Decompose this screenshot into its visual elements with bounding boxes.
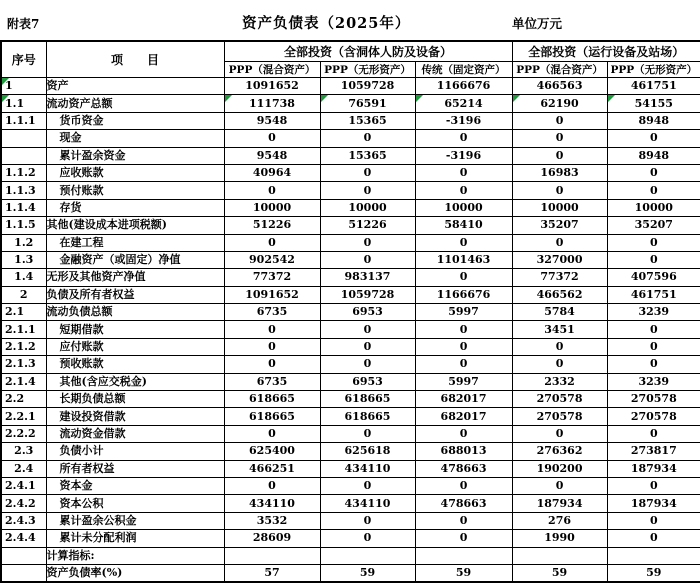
value-cell[interactable]: 10000 xyxy=(320,199,415,216)
value-cell[interactable]: 0 xyxy=(607,164,700,181)
balance-sheet-table xyxy=(0,40,700,583)
value-cell[interactable]: 0 xyxy=(512,338,607,355)
value-cell[interactable]: 466251 xyxy=(224,460,320,477)
item-cell[interactable]: 其他(含应交税金) xyxy=(46,373,224,390)
table-row xyxy=(1,217,700,234)
unit-label: 单位万元 xyxy=(512,16,563,31)
value-cell[interactable]: 0 xyxy=(512,234,607,251)
value-cell[interactable]: 0 xyxy=(607,512,700,529)
item-cell[interactable]: 在建工程 xyxy=(46,234,224,251)
table-row xyxy=(1,373,700,390)
item-cell[interactable]: 金融资产（或固定）净值 xyxy=(46,251,224,268)
value-cell[interactable]: 5784 xyxy=(512,304,607,321)
table-row xyxy=(1,234,700,251)
table-row xyxy=(1,512,700,529)
error-indicator-icon xyxy=(2,78,9,85)
table-body xyxy=(1,78,700,583)
value-cell[interactable]: 0 xyxy=(224,182,320,199)
item-cell[interactable]: 流动资产总额 xyxy=(46,95,224,112)
value-cell[interactable]: 58410 xyxy=(415,217,512,234)
value-cell[interactable]: 6735 xyxy=(224,373,320,390)
value-cell[interactable]: 65214 xyxy=(415,95,512,112)
seq-cell[interactable]: 2.4.3 xyxy=(1,512,46,529)
value-cell[interactable]: 0 xyxy=(224,477,320,494)
value-cell[interactable]: 688013 xyxy=(415,443,512,460)
value-cell[interactable]: 0 xyxy=(415,234,512,251)
value-cell[interactable]: 0 xyxy=(224,356,320,373)
header-seq[interactable]: 序号 xyxy=(1,41,46,78)
seq-cell[interactable] xyxy=(1,130,46,147)
value-cell[interactable]: 6735 xyxy=(224,304,320,321)
table-row xyxy=(1,547,700,564)
table-row xyxy=(1,460,700,477)
value-cell[interactable]: 1059728 xyxy=(320,286,415,303)
seq-cell[interactable] xyxy=(1,564,46,582)
table-row xyxy=(1,130,700,147)
value-cell[interactable]: 0 xyxy=(415,356,512,373)
item-cell[interactable]: 累计盈余公积金 xyxy=(46,512,224,529)
value-cell[interactable]: 902542 xyxy=(224,251,320,268)
error-indicator-icon xyxy=(321,95,328,102)
value-cell[interactable]: 9548 xyxy=(224,147,320,164)
item-cell[interactable]: 其他(建设成本进项税额) xyxy=(46,217,224,234)
value-cell[interactable]: 0 xyxy=(320,477,415,494)
value-cell[interactable]: 59 xyxy=(607,564,700,582)
value-cell[interactable]: 0 xyxy=(415,164,512,181)
value-cell[interactable]: 618665 xyxy=(320,408,415,425)
value-cell[interactable] xyxy=(320,547,415,564)
table-row xyxy=(1,495,700,512)
seq-cell[interactable]: 1.1.5 xyxy=(1,217,46,234)
seq-cell[interactable]: 1.1.2 xyxy=(1,164,46,181)
value-cell[interactable]: 0 xyxy=(224,130,320,147)
value-cell[interactable]: 466563 xyxy=(512,78,607,95)
table-row xyxy=(1,304,700,321)
value-cell[interactable]: 1166676 xyxy=(415,78,512,95)
value-cell[interactable]: 0 xyxy=(607,130,700,147)
table-row xyxy=(1,78,700,95)
value-cell[interactable]: 57 xyxy=(224,564,320,582)
table-row xyxy=(1,269,700,286)
value-cell[interactable]: 0 xyxy=(512,112,607,129)
value-cell[interactable]: 0 xyxy=(512,130,607,147)
value-cell[interactable]: 0 xyxy=(320,251,415,268)
value-cell[interactable]: 0 xyxy=(607,356,700,373)
error-indicator-icon xyxy=(513,95,520,102)
table-row xyxy=(1,391,700,408)
value-cell[interactable]: 618665 xyxy=(224,408,320,425)
item-cell[interactable]: 现金 xyxy=(46,130,224,147)
error-indicator-icon xyxy=(225,95,232,102)
seq-cell[interactable]: 1.1.3 xyxy=(1,182,46,199)
value-cell[interactable]: 0 xyxy=(607,338,700,355)
value-cell[interactable]: 54155 xyxy=(607,95,700,112)
value-cell[interactable]: 0 xyxy=(415,338,512,355)
value-cell[interactable]: 3451 xyxy=(512,321,607,338)
seq-cell[interactable]: 1.2 xyxy=(1,234,46,251)
value-cell[interactable]: 40964 xyxy=(224,164,320,181)
value-cell[interactable]: -3196 xyxy=(415,112,512,129)
value-cell[interactable]: 2332 xyxy=(512,373,607,390)
value-cell[interactable]: 187934 xyxy=(512,495,607,512)
item-cell[interactable]: 预付账款 xyxy=(46,182,224,199)
value-cell[interactable]: 15365 xyxy=(320,112,415,129)
value-cell[interactable]: 59 xyxy=(320,564,415,582)
header-item[interactable]: 项 目 xyxy=(46,41,224,78)
value-cell[interactable] xyxy=(224,547,320,564)
error-indicator-icon xyxy=(2,95,9,102)
value-cell[interactable]: 62190 xyxy=(512,95,607,112)
sheet-label: 附表7 xyxy=(7,17,40,31)
value-cell[interactable]: 35207 xyxy=(512,217,607,234)
value-cell[interactable]: 6953 xyxy=(320,373,415,390)
item-cell[interactable]: 资产负债率(%) xyxy=(46,564,224,582)
value-cell[interactable]: 0 xyxy=(512,147,607,164)
value-cell[interactable]: 0 xyxy=(320,321,415,338)
header-sub-3[interactable]: 传统（固定资产） xyxy=(415,62,512,78)
seq-cell[interactable]: 2.3 xyxy=(1,443,46,460)
value-cell[interactable]: 434110 xyxy=(224,495,320,512)
seq-cell[interactable]: 2.2.2 xyxy=(1,425,46,442)
value-cell[interactable]: 76591 xyxy=(320,95,415,112)
item-cell[interactable]: 资产 xyxy=(46,78,224,95)
value-cell[interactable]: 16983 xyxy=(512,164,607,181)
value-cell[interactable]: 0 xyxy=(320,512,415,529)
seq-cell[interactable]: 1 xyxy=(1,78,46,95)
value-cell[interactable]: 270578 xyxy=(607,408,700,425)
table-row xyxy=(1,530,700,547)
value-cell[interactable]: 0 xyxy=(224,321,320,338)
value-cell[interactable]: 0 xyxy=(512,425,607,442)
seq-cell[interactable]: 2 xyxy=(1,286,46,303)
value-cell[interactable]: 0 xyxy=(320,130,415,147)
seq-cell[interactable]: 2.4.1 xyxy=(1,477,46,494)
value-cell[interactable]: 407596 xyxy=(607,269,700,286)
value-cell[interactable]: 682017 xyxy=(415,391,512,408)
value-cell[interactable]: 1091652 xyxy=(224,286,320,303)
header-group-1[interactable]: 全部投资（含洞体人防及设备） xyxy=(224,41,512,62)
value-cell[interactable]: 3239 xyxy=(607,304,700,321)
value-cell[interactable]: 0 xyxy=(320,338,415,355)
value-cell[interactable]: 682017 xyxy=(415,408,512,425)
value-cell[interactable]: 190200 xyxy=(512,460,607,477)
value-cell[interactable]: 8948 xyxy=(607,147,700,164)
table-row xyxy=(1,199,700,216)
value-cell[interactable]: 1059728 xyxy=(320,78,415,95)
table-row xyxy=(1,408,700,425)
value-cell[interactable]: 77372 xyxy=(512,269,607,286)
seq-cell[interactable]: 2.4.4 xyxy=(1,530,46,547)
item-cell[interactable]: 流动资金借款 xyxy=(46,425,224,442)
value-cell[interactable]: 0 xyxy=(224,234,320,251)
value-cell[interactable]: 0 xyxy=(415,425,512,442)
value-cell[interactable] xyxy=(512,547,607,564)
item-cell[interactable]: 应收账款 xyxy=(46,164,224,181)
value-cell[interactable]: 0 xyxy=(415,269,512,286)
item-cell[interactable]: 流动负债总额 xyxy=(46,304,224,321)
seq-cell[interactable]: 2.1.1 xyxy=(1,321,46,338)
value-cell[interactable]: 461751 xyxy=(607,286,700,303)
table-row xyxy=(1,443,700,460)
value-cell[interactable]: 3532 xyxy=(224,512,320,529)
table-header xyxy=(1,41,700,78)
seq-cell[interactable] xyxy=(1,147,46,164)
table-row xyxy=(1,251,700,268)
value-cell[interactable]: 273817 xyxy=(607,443,700,460)
value-cell[interactable]: 276362 xyxy=(512,443,607,460)
table-row xyxy=(1,477,700,494)
value-cell[interactable]: 59 xyxy=(512,564,607,582)
item-cell[interactable]: 资本公积 xyxy=(46,495,224,512)
seq-cell[interactable]: 2.2 xyxy=(1,391,46,408)
value-cell[interactable]: 9548 xyxy=(224,112,320,129)
value-cell[interactable] xyxy=(415,547,512,564)
item-cell[interactable]: 负债小计 xyxy=(46,443,224,460)
value-cell[interactable]: 466562 xyxy=(512,286,607,303)
value-cell[interactable]: 10000 xyxy=(512,199,607,216)
item-cell[interactable]: 计算指标: xyxy=(46,547,224,564)
value-cell[interactable]: 276 xyxy=(512,512,607,529)
seq-cell[interactable]: 2.1.3 xyxy=(1,356,46,373)
value-cell[interactable]: 270578 xyxy=(512,408,607,425)
value-cell[interactable]: 0 xyxy=(512,182,607,199)
value-cell[interactable]: 0 xyxy=(320,234,415,251)
table-row xyxy=(1,564,700,582)
seq-cell[interactable]: 2.4 xyxy=(1,460,46,477)
item-cell[interactable]: 负债及所有者权益 xyxy=(46,286,224,303)
value-cell[interactable]: 0 xyxy=(607,477,700,494)
item-cell[interactable]: 无形及其他资产净值 xyxy=(46,269,224,286)
header-sub-5[interactable]: PPP（无形资产） xyxy=(607,62,700,78)
value-cell[interactable]: 1990 xyxy=(512,530,607,547)
value-cell[interactable]: 51226 xyxy=(224,217,320,234)
item-cell[interactable]: 存货 xyxy=(46,199,224,216)
value-cell[interactable]: 187934 xyxy=(607,495,700,512)
item-cell[interactable]: 应付账款 xyxy=(46,338,224,355)
value-cell[interactable]: 270578 xyxy=(607,391,700,408)
value-cell[interactable]: 0 xyxy=(415,512,512,529)
value-cell[interactable]: 8948 xyxy=(607,112,700,129)
value-cell[interactable]: 0 xyxy=(415,477,512,494)
seq-cell[interactable]: 1.1.4 xyxy=(1,199,46,216)
item-cell[interactable]: 资本金 xyxy=(46,477,224,494)
seq-cell[interactable]: 1.1.1 xyxy=(1,112,46,129)
seq-cell[interactable]: 2.1.2 xyxy=(1,338,46,355)
value-cell[interactable]: 0 xyxy=(512,356,607,373)
value-cell[interactable]: 625618 xyxy=(320,443,415,460)
table-row xyxy=(1,182,700,199)
header-sub-2[interactable]: PPP（无形资产） xyxy=(320,62,415,78)
table-row xyxy=(1,425,700,442)
value-cell[interactable]: 618665 xyxy=(224,391,320,408)
table-row xyxy=(1,147,700,164)
value-cell[interactable]: 10000 xyxy=(415,199,512,216)
table-row xyxy=(1,356,700,373)
value-cell[interactable]: 0 xyxy=(607,425,700,442)
value-cell[interactable]: 3239 xyxy=(607,373,700,390)
table-row xyxy=(1,95,700,112)
seq-cell[interactable] xyxy=(1,547,46,564)
value-cell[interactable]: 187934 xyxy=(607,460,700,477)
value-cell[interactable]: 5997 xyxy=(415,373,512,390)
value-cell[interactable]: 51226 xyxy=(320,217,415,234)
value-cell[interactable]: 618665 xyxy=(320,391,415,408)
value-cell[interactable]: 434110 xyxy=(320,460,415,477)
value-cell[interactable]: 0 xyxy=(512,477,607,494)
value-cell[interactable]: 10000 xyxy=(224,199,320,216)
value-cell[interactable]: 6953 xyxy=(320,304,415,321)
value-cell[interactable]: 10000 xyxy=(607,199,700,216)
seq-cell[interactable]: 2.1 xyxy=(1,304,46,321)
value-cell[interactable]: 625400 xyxy=(224,443,320,460)
value-cell[interactable]: 478663 xyxy=(415,495,512,512)
value-cell[interactable]: 0 xyxy=(320,182,415,199)
table-row xyxy=(1,338,700,355)
value-cell[interactable]: 0 xyxy=(320,425,415,442)
value-cell[interactable]: 0 xyxy=(224,425,320,442)
error-indicator-icon xyxy=(608,95,615,102)
item-cell[interactable]: 短期借款 xyxy=(46,321,224,338)
title-bar xyxy=(0,0,700,40)
value-cell[interactable] xyxy=(607,547,700,564)
seq-cell[interactable]: 2.1.4 xyxy=(1,373,46,390)
seq-cell[interactable]: 2.2.1 xyxy=(1,408,46,425)
seq-cell[interactable]: 1.1 xyxy=(1,95,46,112)
seq-cell[interactable]: 1.3 xyxy=(1,251,46,268)
value-cell[interactable]: 15365 xyxy=(320,147,415,164)
table-row xyxy=(1,164,700,181)
value-cell[interactable]: 59 xyxy=(415,564,512,582)
value-cell[interactable]: 0 xyxy=(607,182,700,199)
value-cell[interactable]: 1166676 xyxy=(415,286,512,303)
value-cell[interactable]: 270578 xyxy=(512,391,607,408)
value-cell[interactable]: 0 xyxy=(415,530,512,547)
item-cell[interactable]: 货币资金 xyxy=(46,112,224,129)
seq-cell[interactable]: 1.4 xyxy=(1,269,46,286)
header-sub-4[interactable]: PPP（混合资产） xyxy=(512,62,607,78)
value-cell[interactable]: 0 xyxy=(607,321,700,338)
value-cell[interactable]: 461751 xyxy=(607,78,700,95)
value-cell[interactable]: 1101463 xyxy=(415,251,512,268)
error-indicator-icon xyxy=(416,95,423,102)
item-cell[interactable]: 长期负债总额 xyxy=(46,391,224,408)
item-cell[interactable]: 预收账款 xyxy=(46,356,224,373)
item-cell[interactable]: 累计盈余资金 xyxy=(46,147,224,164)
value-cell[interactable]: 0 xyxy=(415,130,512,147)
value-cell[interactable]: 0 xyxy=(415,182,512,199)
value-cell[interactable]: 0 xyxy=(320,356,415,373)
value-cell[interactable]: 0 xyxy=(415,321,512,338)
item-cell[interactable]: 累计未分配利润 xyxy=(46,530,224,547)
value-cell[interactable]: 478663 xyxy=(415,460,512,477)
value-cell[interactable]: 35207 xyxy=(607,217,700,234)
page-title: 资产负债表（2025年） xyxy=(242,15,411,32)
header-group-2[interactable]: 全部投资（运行设备及站场） xyxy=(512,41,700,62)
table-row xyxy=(1,321,700,338)
value-cell[interactable]: 0 xyxy=(320,164,415,181)
item-cell[interactable]: 建设投资借款 xyxy=(46,408,224,425)
seq-cell[interactable]: 2.4.2 xyxy=(1,495,46,512)
value-cell[interactable]: 111738 xyxy=(224,95,320,112)
item-cell[interactable]: 所有者权益 xyxy=(46,460,224,477)
value-cell[interactable]: 1091652 xyxy=(224,78,320,95)
value-cell[interactable]: 77372 xyxy=(224,269,320,286)
value-cell[interactable]: 28609 xyxy=(224,530,320,547)
value-cell[interactable]: 0 xyxy=(607,251,700,268)
header-sub-1[interactable]: PPP（混合资产） xyxy=(224,62,320,78)
value-cell[interactable]: 0 xyxy=(607,530,700,547)
value-cell[interactable]: 5997 xyxy=(415,304,512,321)
table-row xyxy=(1,286,700,303)
value-cell[interactable]: -3196 xyxy=(415,147,512,164)
value-cell[interactable]: 0 xyxy=(607,234,700,251)
value-cell[interactable]: 434110 xyxy=(320,495,415,512)
table-row xyxy=(1,112,700,129)
value-cell[interactable]: 0 xyxy=(224,338,320,355)
value-cell[interactable]: 983137 xyxy=(320,269,415,286)
value-cell[interactable]: 327000 xyxy=(512,251,607,268)
value-cell[interactable]: 0 xyxy=(320,530,415,547)
